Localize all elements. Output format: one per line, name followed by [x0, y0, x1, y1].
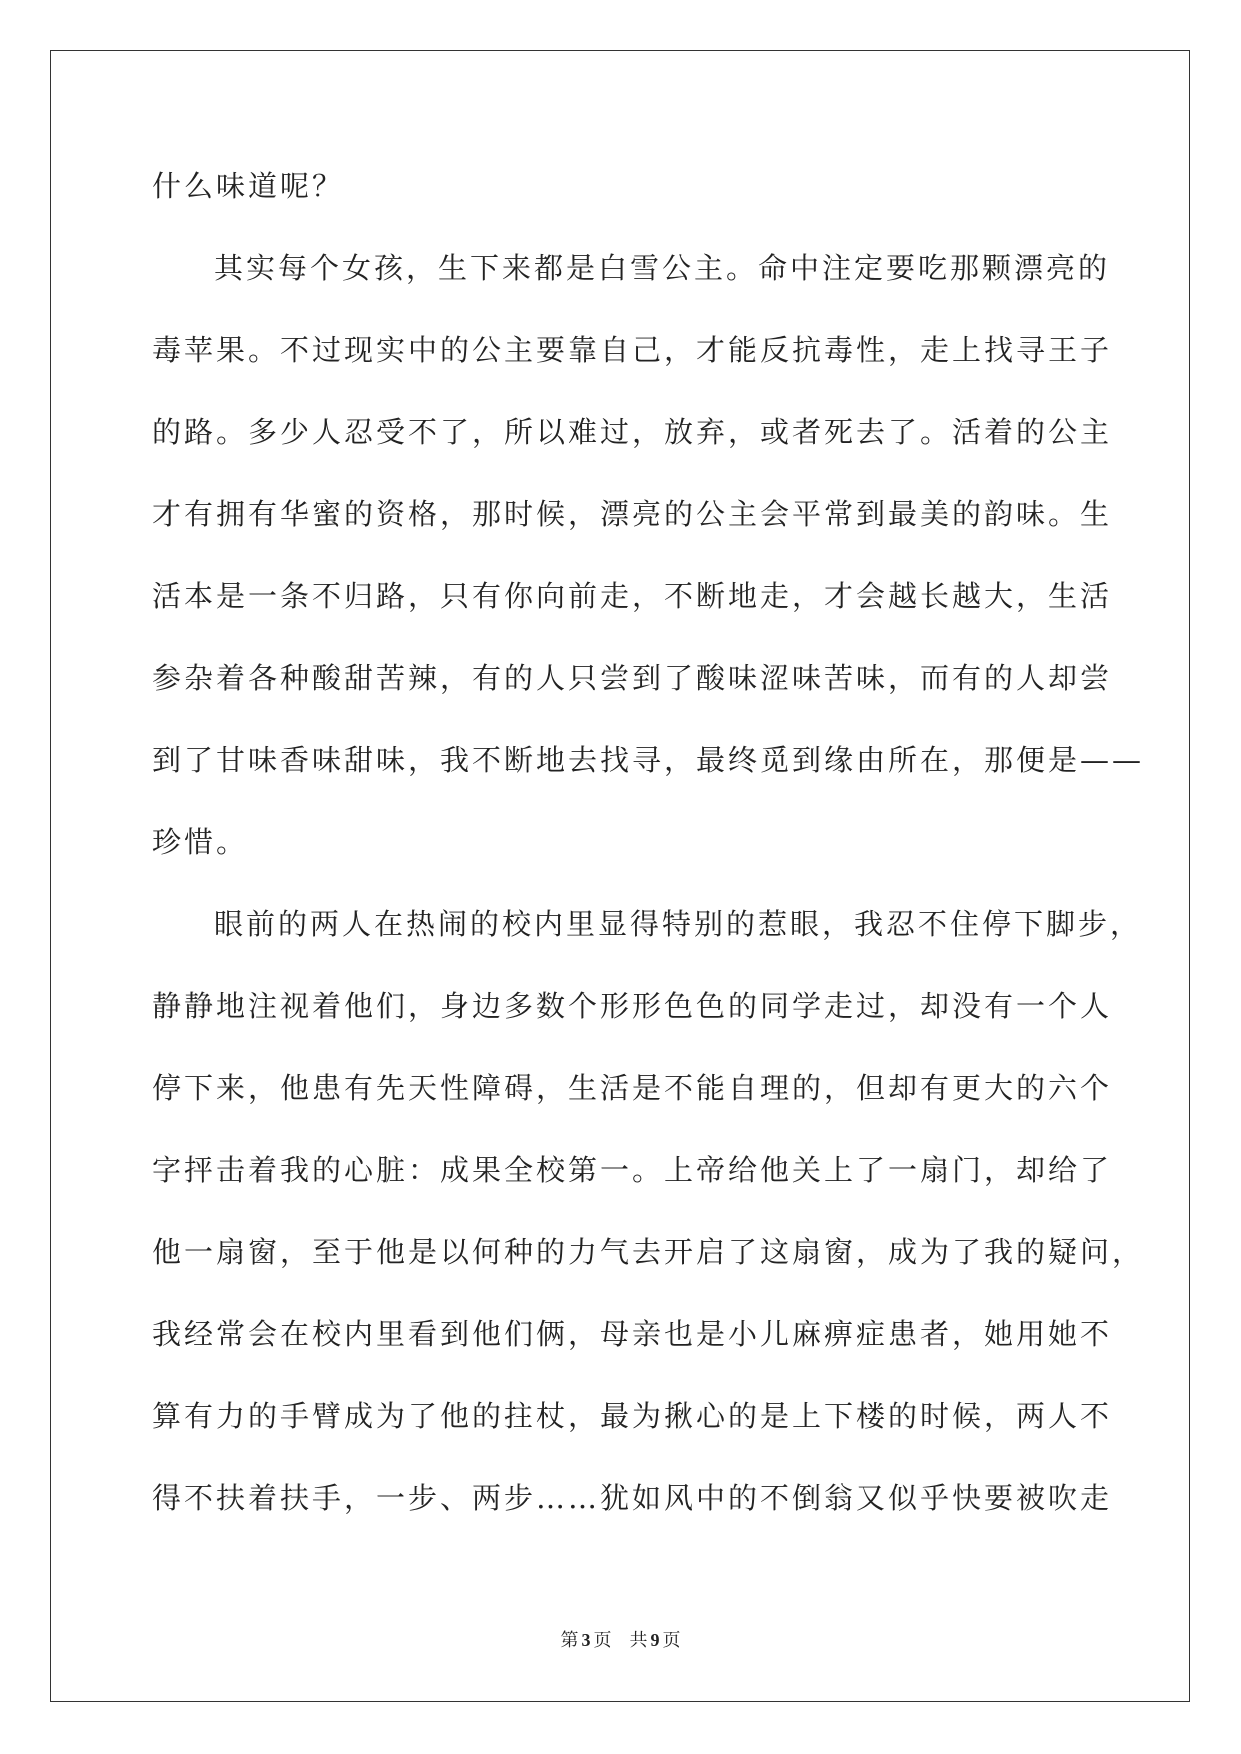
text-line: 参杂着各种酸甜苦辣，有的人只尝到了酸味涩味苦味，而有的人却尝 — [152, 661, 1113, 695]
text-line: 停下来，他患有先天性障碍，生活是不能自理的，但却有更大的六个 — [152, 1071, 1113, 1105]
text-line: 活本是一条不归路，只有你向前走，不断地走，才会越长越大，生活 — [152, 579, 1113, 613]
text-line: 的路。多少人忍受不了，所以难过，放弃，或者死去了。活着的公主 — [152, 415, 1113, 449]
text-line: 其实每个女孩，生下来都是白雪公主。命中注定要吃那颗漂亮的 — [214, 251, 1111, 285]
text-line: 得不扶着扶手，一步、两步……犹如风中的不倒翁又似乎快要被吹走 — [152, 1481, 1113, 1515]
text-line: 眼前的两人在热闹的校内里显得特别的惹眼，我忍不住停下脚步， — [214, 907, 1143, 941]
page-number-suffix: 页 — [593, 1630, 612, 1651]
page-number-current: 3 — [581, 1630, 591, 1650]
total-pages-suffix: 页 — [662, 1630, 681, 1651]
text-line: 什么味道呢？ — [152, 169, 345, 203]
text-line: 毒苹果。不过现实中的公主要靠自己，才能反抗毒性，走上找寻王子 — [152, 333, 1113, 367]
text-line: 我经常会在校内里看到他们俩，母亲也是小儿麻痹症患者，她用她不 — [152, 1317, 1113, 1351]
total-pages-prefix: 共 — [629, 1630, 648, 1651]
text-line: 珍惜。 — [152, 825, 249, 859]
text-line: 才有拥有华蜜的资格，那时候，漂亮的公主会平常到最美的韵味。生 — [152, 497, 1113, 531]
page-number-prefix: 第 — [560, 1630, 579, 1651]
text-line: 到了甘味香味甜味，我不断地去找寻，最终觅到缘由所在，那便是—— — [152, 743, 1145, 777]
text-line: 静静地注视着他们，身边多数个形形色色的同学走过，却没有一个人 — [152, 989, 1113, 1023]
text-line: 字抨击着我的心脏：成果全校第一。上帝给他关上了一扇门，却给了 — [152, 1153, 1113, 1187]
text-line: 算有力的手臂成为了他的拄杖，最为揪心的是上下楼的时候，两人不 — [152, 1399, 1113, 1433]
text-line: 他一扇窗，至于他是以何种的力气去开启了这扇窗，成为了我的疑问， — [152, 1235, 1145, 1269]
total-pages-count: 9 — [650, 1630, 660, 1650]
document-body — [152, 156, 1145, 1550]
page-footer — [0, 1626, 1241, 1652]
